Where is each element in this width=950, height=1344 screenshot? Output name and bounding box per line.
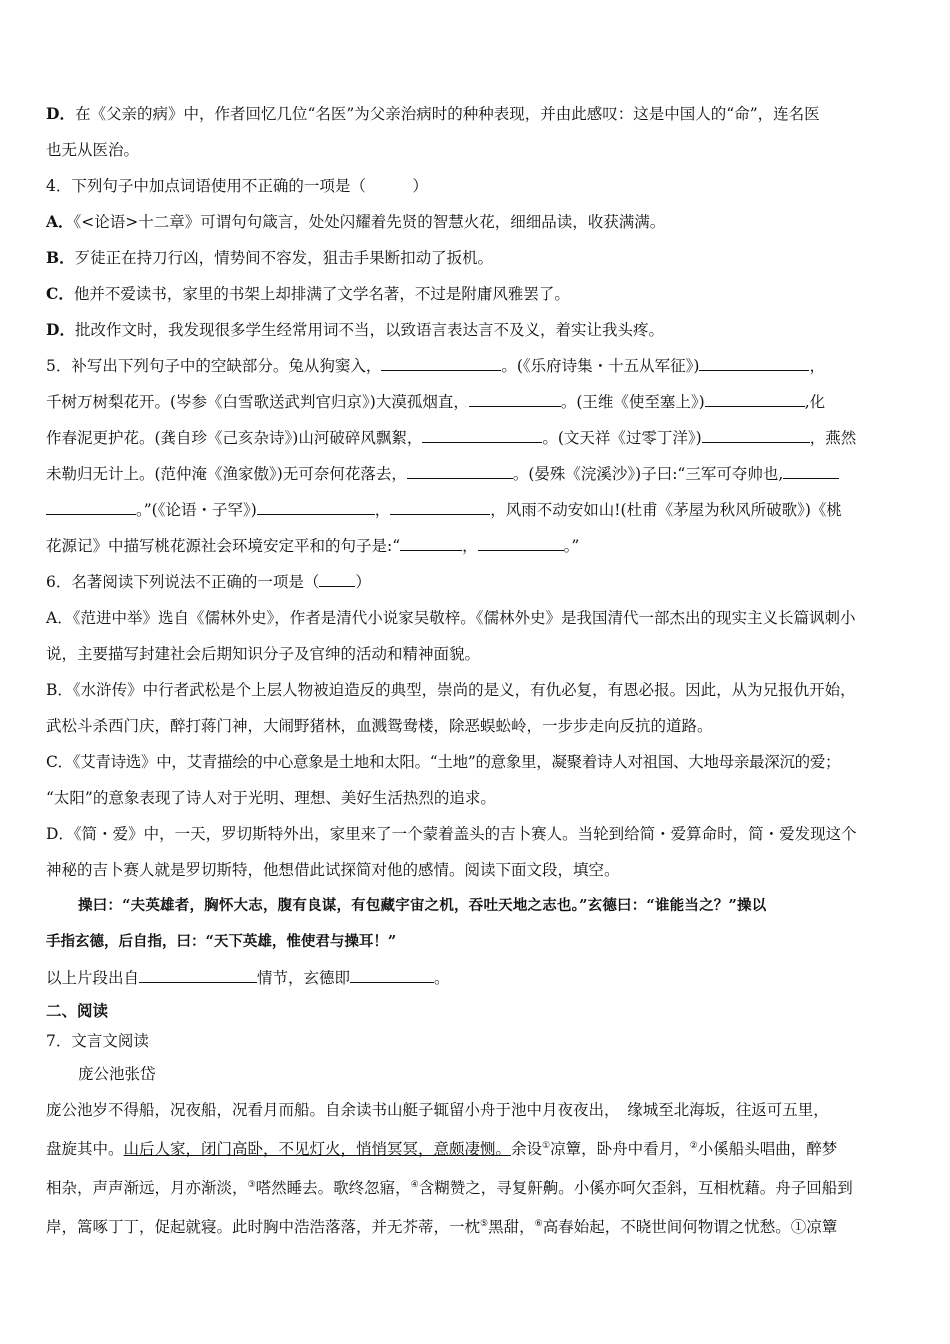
q6-option-d-cont: 神秘的吉卜赛人就是罗切斯特，他想借此试探简对他的感情。阅读下面文段，填空。 <box>46 861 620 879</box>
fill-blank[interactable] <box>350 967 434 984</box>
q6-option-a-cont: 说，主要描写封建社会后期知识分子及官绅的活动和精神面貌。 <box>46 645 481 663</box>
q6-option-d: D．《简・爱》中，一天，罗切斯特外出，家里来了一个蒙着盖头的吉卜赛人。当轮到给简・爱算命时，简・爱发现这个 <box>46 825 857 843</box>
fill-blank[interactable] <box>702 427 810 444</box>
fill-blank[interactable] <box>381 355 501 372</box>
fill-blank[interactable] <box>478 535 564 552</box>
q6-option-a: A．《范进中举》选自《儒林外史》，作者是清代小说家吴敬梓。《儒林外史》是我国清代一部杰出的现实主义长篇讽刺小 <box>46 609 856 627</box>
q6-option-b: B．《水浒传》中行者武松是个上层人物被迫造反的典型，崇尚的是义，有仇必复，有恩必报。因此，从为兄报仇开始， <box>46 681 856 699</box>
q7-stem: 7．文言文阅读 <box>46 1032 149 1050</box>
fill-blank[interactable] <box>783 463 839 480</box>
q6-quote: 操曰：“夫英雄者，胸怀大志，腹有良谋，有包藏宇宙之机，吞吐天地之志也。”玄德曰：“谁能当之？”操以 <box>78 897 767 914</box>
q4-option-a: A．《<论语>十二章》可谓句句箴言，处处闪耀着先贤的智慧火花，细细品读，收获满满。 <box>46 212 666 231</box>
fill-blank[interactable] <box>422 427 542 444</box>
q5-line-5: 。”(《论语・子罕》) ， ，风雨不动安如山!(杜甫《茅屋为秋风所破歌》)《桃 <box>46 492 908 528</box>
q6-fill: 以上片段出自 情节，玄德即 。 <box>46 960 908 996</box>
q3-option-d: D．在《父亲的病》中，作者回忆几位“名医”为父亲治病时的种种表现，并由此感叹：这是中国人的“命”，连名医 <box>46 104 820 123</box>
q5-line-3: 作春泥更护花。(龚自珍《己亥杂诗》)山河破碎风飘絮， 。(文天祥《过零丁洋》) ，燕然 <box>46 420 908 456</box>
fill-blank[interactable] <box>705 391 805 408</box>
fill-blank[interactable] <box>400 535 462 552</box>
fill-blank[interactable] <box>699 355 809 372</box>
exam-page <box>46 96 908 1245</box>
q4-option-b: B．歹徒正在持刀行凶，情势间不容发，狙击手果断扣动了扳机。 <box>46 248 494 267</box>
q6-option-b-cont: 武松斗杀西门庆，醉打蒋门神，大闹野猪林，血溅鸳鸯楼，除恶蜈蚣岭，一步步走向反抗的道路。 <box>46 717 713 735</box>
q6-option-c: C．《艾青诗选》中，艾青描绘的中心意象是土地和太阳。“土地”的意象里，凝聚着诗人对祖国、大地母亲最深沉的爱； <box>46 753 841 771</box>
q4-option-d: D．批改作文时，我发现很多学生经常用词不当，以致语言表达言不及义，着实让我头疼。 <box>46 320 664 339</box>
q6-stem: 6．名著阅读下列说法不正确的一项是（ ） <box>46 564 908 600</box>
fill-blank[interactable] <box>407 463 513 480</box>
fill-blank[interactable] <box>390 499 490 516</box>
q4-option-c: C．他并不爱读书，家里的书架上却排满了文学名著，不过是附庸风雅罢了。 <box>46 284 570 303</box>
fill-blank[interactable] <box>139 967 257 984</box>
q7-passage-line: 岸，篙啄丁丁，促起就寝。此时胸中浩浩落落，并无芥蒂，一枕⑤黑甜，⑥高春始起，不晓世间何物谓之忧愁。①凉簟 <box>46 1218 838 1237</box>
fill-blank[interactable] <box>257 499 375 516</box>
q5-line-2: 千树万树梨花开。(岑参《白雪歌送武判官归京》)大漠孤烟直， 。(王维《使至塞上》) ,化 <box>46 384 908 420</box>
q7-passage-line: 相杂，声声渐远，月亦渐淡，③嗒然睡去。歌终忽寤，④含糊赞之，寻复鼾齁。小傒亦呵欠歪斜，互相枕藉。舟子回船到 <box>46 1179 853 1198</box>
q7-passage-line: 庞公池岁不得船，况夜船，况看月而船。自余读书山艇子辄留小舟于池中月夜夜出， 缘城至北海坂，往返可五里， <box>46 1101 829 1119</box>
q5-line-4: 未勒归无计上。(范仲淹《渔家傲》)无可奈何花落去， 。(晏殊《浣溪沙》)子曰:“三军可夺帅也, <box>46 456 908 492</box>
fill-blank[interactable] <box>469 391 561 408</box>
q3-option-d-cont: 也无从医治。 <box>46 141 140 159</box>
q7-passage-line: 盘旋其中。山后人家，闭门高卧，不见灯火，悄悄冥冥，意颇凄恻。余设①凉簟，卧舟中看月，②小傒船头唱曲，醉梦 <box>46 1140 838 1159</box>
q5-line-6: 花源记》中描写桃花源社会环境安定平和的句子是:“ ， 。” <box>46 528 908 564</box>
fill-blank[interactable] <box>46 499 136 516</box>
q4-stem: 4．下列句子中加点词语使用不正确的一项是（ ） <box>46 177 428 195</box>
q6-option-c-cont: “太阳”的意象表现了诗人对于光明、理想、美好生活热烈的追求。 <box>46 789 496 807</box>
q6-quote-cont: 手指玄德，后自指，曰：“天下英雄，惟使君与操耳！” <box>46 933 397 950</box>
section-heading: 二、阅读 <box>46 1001 109 1020</box>
q5-line-1: 5．补写出下列句子中的空缺部分。兔从狗窦入， 。(《乐府诗集・十五从军征》) ， <box>46 348 908 384</box>
q7-title: 庞公池张岱 <box>78 1065 156 1083</box>
answer-blank[interactable] <box>319 571 355 588</box>
